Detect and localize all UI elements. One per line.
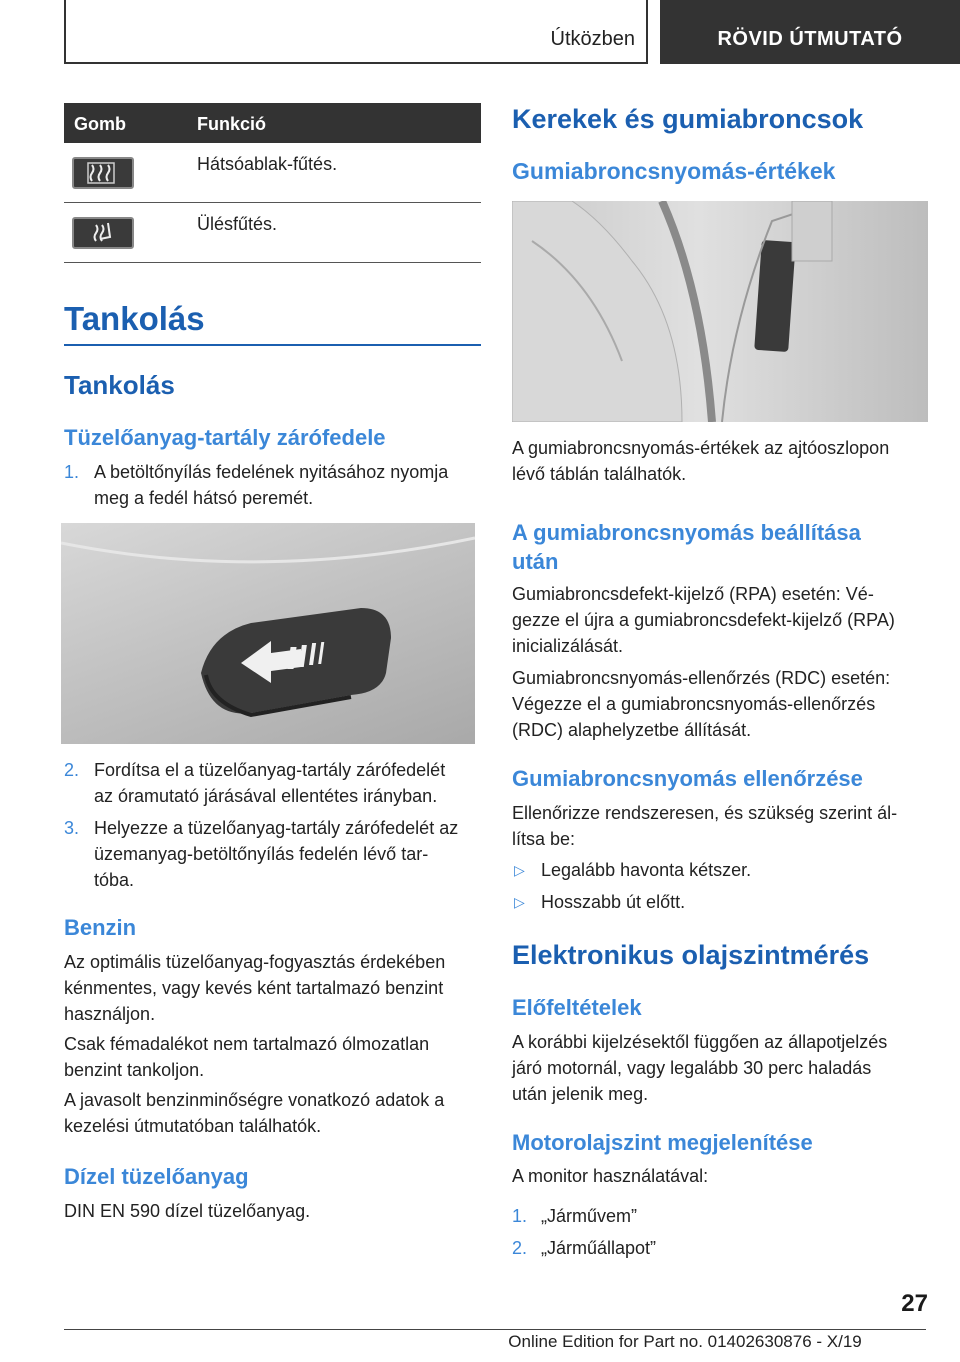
header-section-title: Útközben — [550, 28, 635, 50]
heading-rule — [64, 344, 481, 346]
fuel-flap-image — [61, 523, 475, 744]
paragraph-line: (RDC) alaphelyzetbe állítását. — [512, 720, 752, 740]
paragraph-line: Gumiabroncsdefekt-kijelző (RPA) esetén: Vé- — [512, 584, 874, 604]
table-row — [64, 203, 481, 263]
bullet-triangle-icon: ▷ — [514, 862, 525, 878]
paragraph-line: lítsa be: — [512, 829, 576, 849]
step-number: 1. — [64, 462, 80, 482]
heading-fuel-cap: Tüzelőanyag-tartály zárófedele — [64, 425, 386, 450]
paragraph-line: A gumiabroncsnyomás-értékek az ajtóoszlopon — [512, 438, 890, 458]
step-number: 1. — [512, 1206, 528, 1226]
heading-after-adjusting: A gumiabroncsnyomás beállítása — [512, 520, 861, 545]
paragraph-line: lévő táblán találhatók. — [512, 464, 687, 484]
paragraph-line: használjon. — [64, 1004, 156, 1024]
heading-prerequisites: Előfeltételek — [512, 995, 642, 1020]
table-header — [64, 103, 481, 143]
table-header-function: Funkció — [197, 114, 267, 134]
step-text-line: A betöltőnyílás fedelének nyitásához nyomja — [94, 462, 449, 482]
step-number: 3. — [64, 818, 80, 838]
paragraph-line: A monitor használatával: — [512, 1166, 709, 1186]
paragraph-line: Végezze el a gumiabroncsnyomás-ellenőrzés — [512, 694, 876, 714]
step-text-line: üzemanyag-betöltőnyílás fedelén lévő tar- — [94, 844, 429, 864]
table-cell-function: Hátsóablak-fűtés. — [197, 154, 338, 174]
paragraph-line: Ellenőrizze rendszeresen, és szükség szerint ál- — [512, 803, 898, 823]
heading-wheels-tires: Kerekek és gumiabroncsok — [512, 104, 864, 134]
heading-petrol: Benzin — [64, 915, 137, 940]
heading-electronic-oil: Elektronikus olajszintmérés — [512, 940, 870, 970]
button-function-table — [64, 103, 481, 263]
paragraph-line: A javasolt benzinminőségre vonatkozó adatok a — [64, 1090, 445, 1110]
heading-refueling: Tankolás — [64, 300, 205, 337]
heading-tire-pressure-values: Gumiabroncsnyomás-értékek — [512, 158, 836, 184]
list-item: Legalább havonta kétszer. — [541, 860, 752, 880]
footer-edition: Online Edition for Part no. 01402630876 - X/19 — [508, 1332, 862, 1351]
table-header-button: Gomb — [74, 114, 126, 134]
heading-oil-display: Motorolajszint megjelenítése — [512, 1130, 813, 1155]
step-text-line: Helyezze a tüzelőanyag-tartály zárófedelét az — [94, 818, 459, 838]
paragraph-line: inicializálását. — [512, 636, 624, 656]
table-row — [64, 143, 481, 203]
step-text-line: „Járműállapot” — [541, 1238, 657, 1258]
subheading-refueling: Tankolás — [64, 370, 175, 400]
paragraph-line: után jelenik meg. — [512, 1084, 649, 1104]
page-number: 27 — [901, 1290, 928, 1317]
paragraph-line: Az optimális tüzelőanyag-fogyasztás érdekében — [64, 952, 446, 972]
paragraph-line: Csak fémadalékot nem tartalmazó ólmozatlan — [64, 1034, 430, 1054]
step-number: 2. — [64, 760, 80, 780]
paragraph-line: kénmentes, vagy kevés ként tartalmazó benzint — [64, 978, 444, 998]
door-pillar-image — [512, 201, 928, 422]
paragraph-line: A korábbi kijelzésektől függően az állapotjelzés — [512, 1032, 888, 1052]
heading-tire-pressure-check: Gumiabroncsnyomás ellenőrzése — [512, 766, 863, 791]
step-text-line: az óramutató járásával ellentétes irányban. — [94, 786, 438, 806]
step-text-line: Fordítsa el a tüzelőanyag-tartály zárófedelét — [94, 760, 446, 780]
heading-after-adjusting-cont: után — [512, 549, 559, 574]
footer-rule — [64, 1329, 926, 1330]
paragraph-line: kezelési útmutatóban találhatók. — [64, 1116, 322, 1136]
list-item: Hosszabb út előtt. — [541, 892, 686, 912]
step-text-line: tóba. — [94, 870, 135, 890]
step-number: 2. — [512, 1238, 528, 1258]
step-text-line: meg a fedél hátsó peremét. — [94, 488, 314, 508]
table-cell-function: Ülésfűtés. — [197, 214, 278, 234]
bullet-triangle-icon: ▷ — [514, 894, 525, 910]
seat-heating-icon — [72, 217, 134, 249]
paragraph-line: gezze el újra a gumiabroncsdefekt-kijelző (RPA) — [512, 610, 895, 630]
rear-window-defrost-icon — [72, 157, 134, 189]
paragraph-line: Gumiabroncsnyomás-ellenőrzés (RDC) esetén: — [512, 668, 891, 688]
header-chapter-title: RÖVID ÚTMUTATÓ — [660, 0, 960, 64]
paragraph-line: DIN EN 590 dízel tüzelőanyag. — [64, 1201, 311, 1221]
paragraph-line: járó motornál, vagy legalább 30 perc haladás — [512, 1058, 872, 1078]
paragraph-line: benzint tankoljon. — [64, 1060, 205, 1080]
step-text-line: „Járművem” — [541, 1206, 638, 1226]
heading-diesel: Dízel tüzelőanyag — [64, 1164, 249, 1189]
